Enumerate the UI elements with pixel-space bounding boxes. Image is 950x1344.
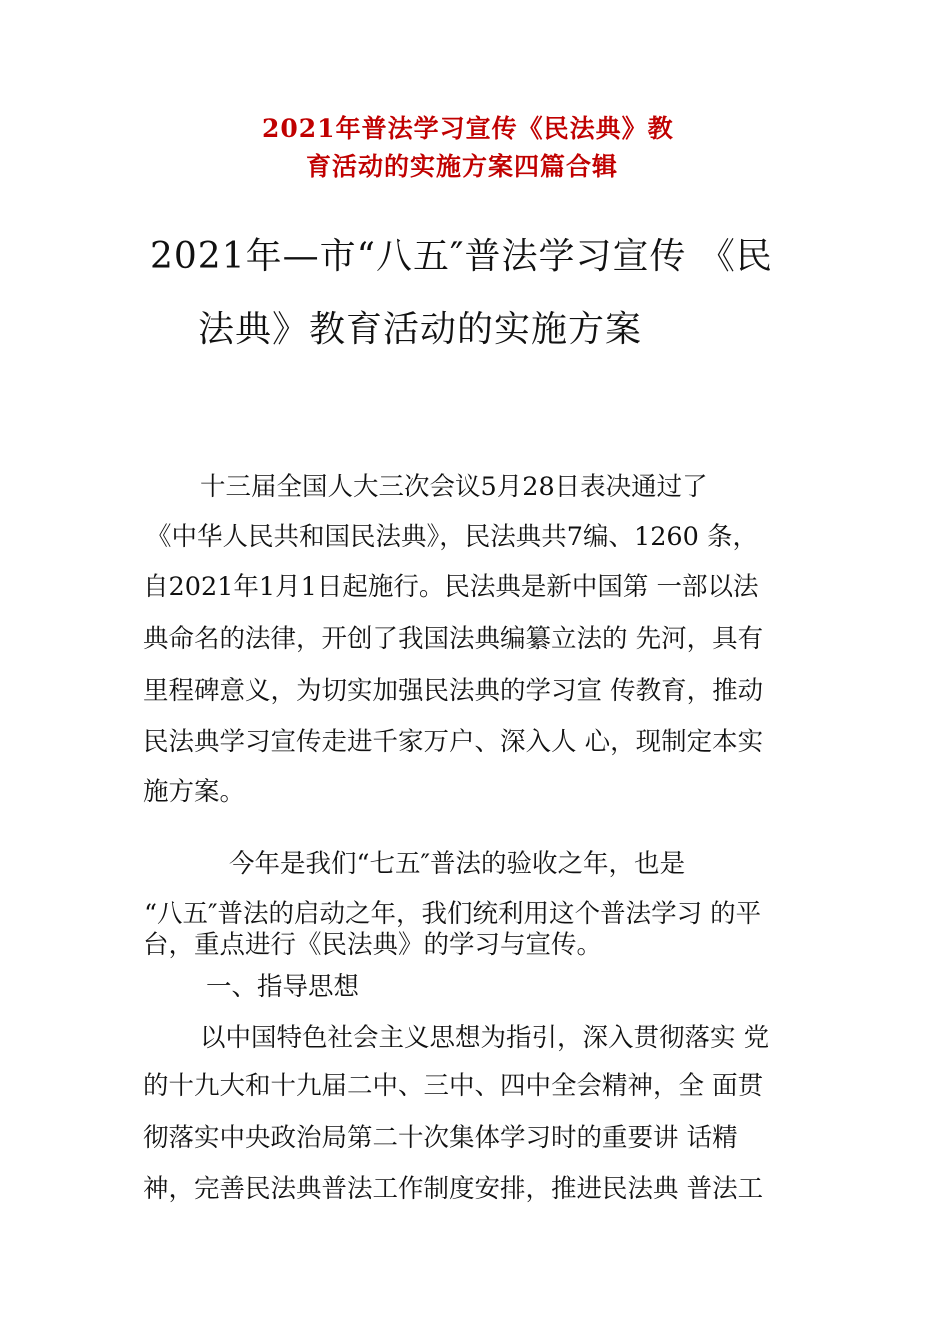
paragraph-2-line-3: 台，重点进行《民法典》的学习与宣传。 bbox=[143, 930, 603, 960]
paragraph-3-line-2: 的十九大和十九届二中、三中、四中全会精神，全 面贯 bbox=[143, 1071, 764, 1101]
paragraph-1-line-3: 自2021年1月1日起施行。民法典是新中国第 一部以法 bbox=[143, 572, 759, 602]
compilation-title-line-2: 育活动的实施方案四篇合辑 bbox=[306, 152, 619, 181]
paragraph-1-line-4: 典命名的法律，开创了我国法典编纂立法的 先河，具有 bbox=[143, 624, 764, 654]
paragraph-3-line-4: 神，完善民法典普法工作制度安排，推进民法典 普法工 bbox=[143, 1174, 764, 1204]
paragraph-1-line-5: 里程碑意义，为切实加强民法典的学习宣 传教育，推动 bbox=[143, 676, 764, 706]
paragraph-3-line-1: 以中国特色社会主义思想为指引，深入贯彻落实 党 bbox=[200, 1023, 770, 1053]
paragraph-3-line-3: 彻落实中央政治局第二十次集体学习时的重要讲 话精 bbox=[143, 1123, 738, 1153]
paragraph-1-line-2: 《中华人民共和国民法典》，民法典共7编、1260 条， bbox=[146, 522, 758, 552]
paragraph-1-line-1: 十三届全国人大三次会议5月28日表决通过了 bbox=[200, 472, 708, 502]
paragraph-2-line-1: 今年是我们“七五″普法的验收之年，也是 bbox=[229, 849, 686, 879]
section-heading-guiding-ideology: 一、指导思想 bbox=[206, 972, 360, 1002]
paragraph-1-line-7: 施方案。 bbox=[143, 777, 246, 807]
paragraph-2-line-2: “八五″普法的启动之年，我们统利用这个普法学习 的平 bbox=[144, 899, 762, 929]
paragraph-1-line-6: 民法典学习宣传走进千家万户、深入人 心，现制定本实 bbox=[143, 727, 764, 757]
document-title-line-1: 2021年—市“八五″普法学习宣传 《民 bbox=[150, 236, 773, 277]
compilation-title-line-1: 2021年普法学习宣传《民法典》教 bbox=[262, 114, 674, 143]
document-title-line-2: 法典》教育活动的实施方案 bbox=[198, 309, 643, 350]
